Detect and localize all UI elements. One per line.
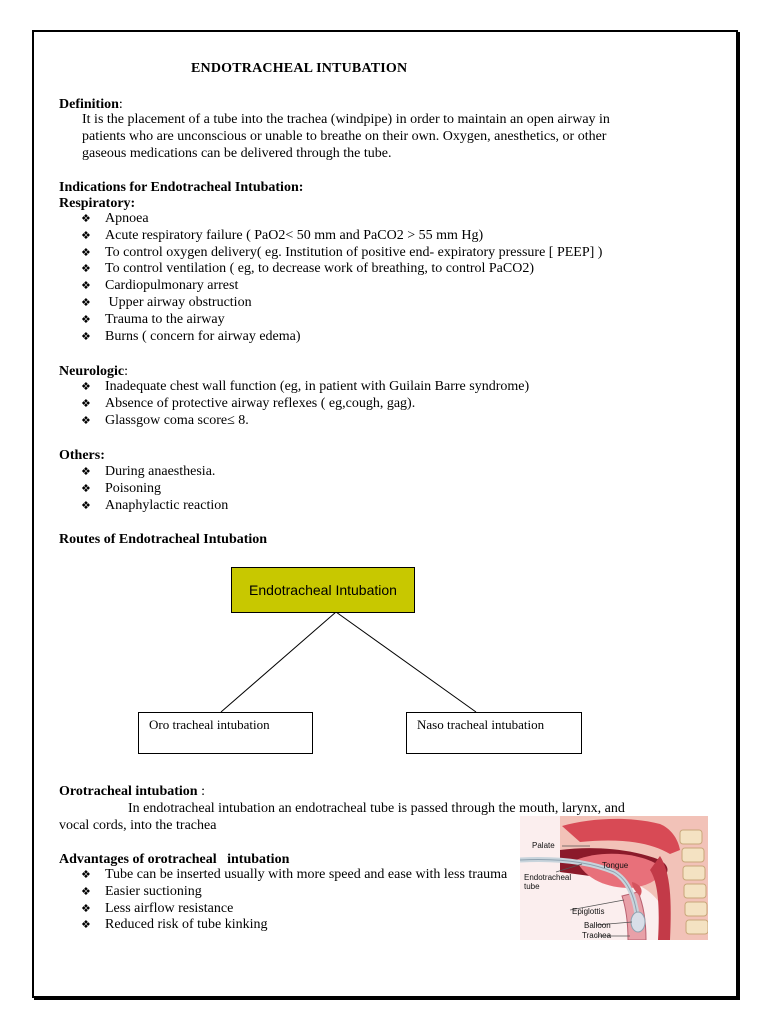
diagram-root-box (231, 567, 415, 613)
bullet-icon: ❖ (81, 901, 91, 915)
intubation-anatomy-image (520, 816, 708, 940)
advantages-heading: Advantages of orotracheal intubation (59, 852, 290, 867)
list-item: ❖ Burns ( concern for airway edema) (81, 328, 301, 344)
bullet-icon: ❖ (81, 396, 91, 410)
orotracheal-line-1: In endotracheal intubation an endotracheal tube is passed through the mouth, larynx, and (128, 801, 625, 816)
label-epiglottis: Epiglottis (572, 907, 605, 916)
diagram-right-label: Naso tracheal intubation (417, 717, 545, 732)
list-item: ❖ To control oxygen delivery( eg. Institution of positive end- expiratory pressure [ PEEP] ) (81, 244, 603, 260)
bullet-icon: ❖ (81, 380, 91, 393)
diagram-left-box (138, 712, 313, 754)
label-palate: Palate (532, 841, 555, 850)
list-item: ❖ Tube can be inserted usually with more speed and ease with less trauma (81, 867, 508, 882)
bullet-icon: ❖ (81, 884, 91, 898)
bullet-icon: ❖ (81, 498, 91, 512)
list-item: ❖ Glassgow coma score≤ 8. (81, 412, 249, 428)
definition-line-1: It is the placement of a tube into the trachea (windpipe) in order to maintain an open airway in (82, 112, 610, 127)
list-item: ❖ Poisoning (81, 480, 162, 496)
list-item: ❖ Less airflow resistance (81, 900, 234, 916)
list-item: ❖ Upper airway obstruction (81, 294, 252, 310)
label-endotracheal-2: tube (524, 882, 540, 891)
list-item: ❖ Trauma to the airway (81, 311, 225, 327)
neurologic-heading: Neurologic: (59, 364, 128, 379)
bullet-icon: ❖ (81, 481, 91, 495)
bullet-icon: ❖ (81, 245, 91, 259)
bullet-icon: ❖ (81, 413, 91, 427)
definition-colon: : (118, 97, 123, 112)
bullet-icon: ❖ (81, 228, 91, 242)
diagram-right-box (406, 712, 582, 754)
connector-left (221, 612, 336, 712)
list-item: ❖ During anaesthesia. (81, 464, 216, 479)
bullet-icon: ❖ (81, 279, 91, 293)
respiratory-heading: Respiratory: (59, 196, 136, 211)
connector-right (336, 612, 476, 712)
routes-heading: Routes of Endotracheal Intubation (59, 532, 268, 547)
list-item: ❖ Easier suctioning (81, 883, 202, 899)
bullet-icon: ❖ (81, 262, 91, 276)
bullet-icon: ❖ (81, 465, 91, 478)
bullet-icon: ❖ (81, 212, 91, 225)
orotracheal-heading: Orotracheal intubation : (59, 784, 205, 799)
list-item: ❖ Anaphylactic reaction (81, 497, 229, 513)
diagram-root-label: Endotracheal Intubation (249, 582, 397, 598)
list-item: ❖ Acute respiratory failure ( PaO2< 50 mm and PaCO2 > 55 mm Hg) (81, 227, 484, 243)
list-item: ❖ To control ventilation ( eg, to decrease work of breathing, to control PaCO2) (81, 261, 535, 277)
label-trachea: Trachea (582, 931, 612, 940)
bullet-icon: ❖ (81, 868, 91, 881)
label-balloon: Balloon (584, 921, 611, 930)
diagram-left-label: Oro tracheal intubation (149, 717, 270, 732)
bullet-icon: ❖ (81, 918, 91, 932)
list-item: ❖ Inadequate chest wall function (eg, in patient with Guilain Barre syndrome) (81, 379, 530, 394)
list-item: ❖ Reduced risk of tube kinking (81, 917, 268, 933)
indications-heading: Indications for Endotracheal Intubation: (59, 180, 304, 195)
list-item: ❖ Apnoea (81, 211, 149, 226)
definition-label: Definition (59, 97, 119, 112)
intubation-illustration (520, 816, 708, 940)
advantages-list (81, 867, 511, 934)
definition-line-3: gaseous medications can be delivered through the tube. (82, 146, 392, 161)
orotracheal-line-2: vocal cords, into the trachea (59, 818, 217, 833)
list-item: ❖ Absence of protective airway reflexes ( eg,cough, gag). (81, 395, 416, 411)
others-heading: Others: (59, 448, 105, 463)
label-endotracheal-1: Endotracheal (524, 873, 572, 882)
label-tongue: Tongue (602, 861, 629, 870)
bullet-icon: ❖ (81, 312, 91, 326)
document-title: ENDOTRACHEAL INTUBATION (191, 61, 408, 76)
list-item: ❖ Cardiopulmonary arrest (81, 278, 239, 294)
bullet-icon: ❖ (81, 295, 91, 309)
definition-line-2: patients who are unconscious or unable to breathe on their own. Oxygen, anesthetics, or other (82, 129, 607, 144)
bullet-icon: ❖ (81, 329, 91, 343)
